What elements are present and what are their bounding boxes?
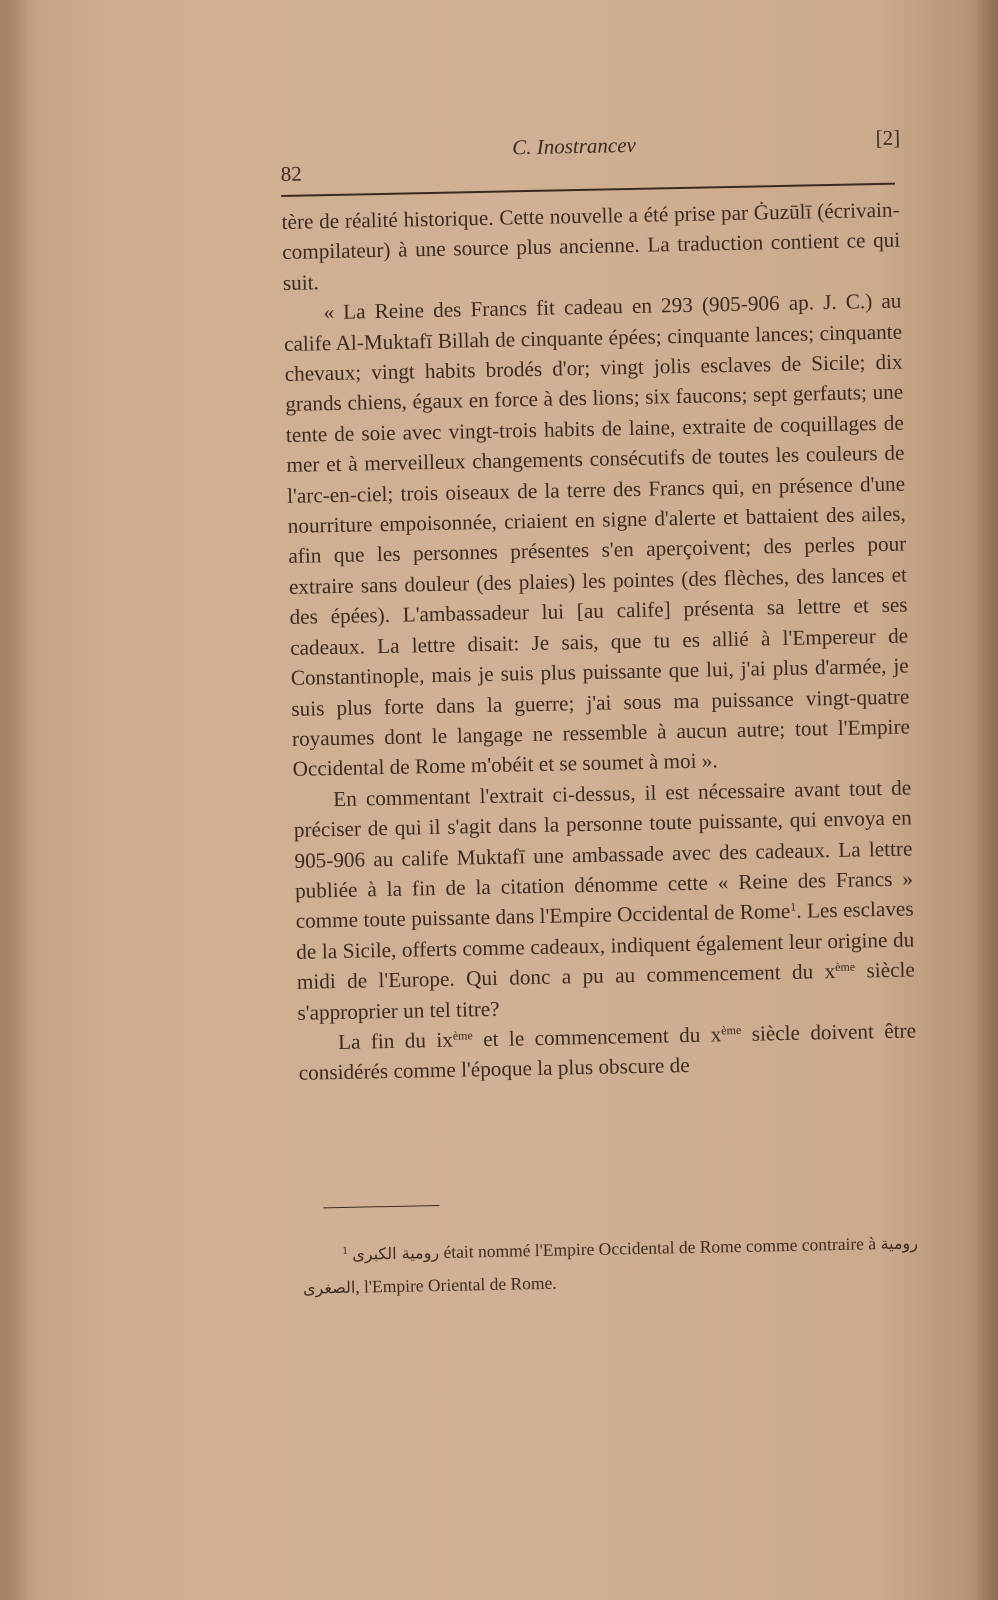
body-text xyxy=(281,195,917,1089)
paragraph-3-text-c: siècle s'approprier un tel titre? xyxy=(297,957,916,1025)
footnote-text-1: était nommé l'Empire Occidental de Rome comme contraire à xyxy=(438,1233,881,1263)
paragraph-4-text-a: La fin du ix xyxy=(337,1027,454,1054)
page-number: 82 xyxy=(280,161,302,186)
page-edge xyxy=(976,0,998,1600)
paragraph-4 xyxy=(298,1015,917,1088)
footnote xyxy=(302,1223,921,1304)
page-gutter-shadow xyxy=(0,0,28,1600)
running-title: C. Inostrancev xyxy=(511,132,637,160)
ordinal-superscript: ème xyxy=(721,1022,742,1038)
footnote-text-2: , l'Empire Oriental de Rome. xyxy=(355,1272,557,1297)
paragraph-2: « La Reine des Francs fit cadeau en 293 (905-906 ap. J. C.) au calife Al-Muktafī Billah de cinquante épées; cinquante lances; cinquante chevaux; vingt habits brodés d'or; vingt jolis esclaves de Sicile; dix grands chiens, égaux en force à des lions; six faucons; sept gerfauts; une tente de soie avec vingt-trois habits de laine, extraite de coquillages de mer et à merveilleux changements consécutifs de toutes les couleurs de l'arc-en-ciel; trois oiseaux de la terre des Francs qui, en présence d'une nourriture empoisonnée, criaient en signe d'alerte et battaient des ailes, afin que les personnes présentes s'en aperçoivent; des perles pour extraire sans douleur (des plaies) les pointes (des flèches, des lances et des épées). L'ambassadeur lui [au calife] présenta sa lettre et ses cadeaux. La lettre disait: Je sais, que tu es allié à l'Empereur de Constantinople, mais je suis plus puissante que lui, j'ai plus d'armée, je suis plus forte dans la guerre; j'ai sous ma puissance vingt-quatre royaumes dont le langage ne ressemble à aucun autre; tout l'Empire Occidental de Rome m'obéit et se soumet à moi ». xyxy=(283,288,911,782)
paragraph-3-text-b: . Les esclaves de la Sicile, offerts comme cadeaux, indiquent également leur origine du midi de l'Europe. Qui donc a pu au commencement du x xyxy=(296,896,915,994)
arabic-term-1: رومية الكبرى xyxy=(352,1243,440,1264)
footnote-paragraph xyxy=(302,1223,921,1304)
paragraph-3-text-a: En commentant l'extrait ci-dessus, il est nécessaire avant tout de préciser de qui il s'agit dans la personne toute puissante, qui envoya en 905-906 au calife Muktafī une ambassade avec des cadeaux. La lettre publiée à la fin de la citation dénomme cette « Reine des Francs » comme toute puissante dans l'Empire Occidental de Rome xyxy=(293,775,914,934)
footnote-rule xyxy=(323,1205,439,1208)
header-rule xyxy=(281,183,895,197)
footnote-marker: 1 xyxy=(342,1244,348,1257)
paragraph-4-text-b: et le commencement du x xyxy=(472,1022,722,1052)
paragraph-3 xyxy=(293,772,916,1028)
paragraph-4-text-c: siècle doivent être considérés comme l'époque la plus obscure de xyxy=(298,1018,917,1086)
footnote-reference[interactable]: 1 xyxy=(790,900,797,915)
arabic-term-2: رومية الصغرى xyxy=(302,1233,919,1298)
section-reference: [2] xyxy=(875,125,901,151)
ordinal-superscript: ème xyxy=(452,1028,473,1043)
paragraph-1: tère de réalité historique. Cette nouvelle a été prise par Ġuzūlī (écrivain-compilateur) à une source plus ancienne. La traduction contient ce qui suit. xyxy=(281,197,901,295)
ordinal-superscript: ème xyxy=(834,959,856,975)
text-block xyxy=(280,127,945,1370)
